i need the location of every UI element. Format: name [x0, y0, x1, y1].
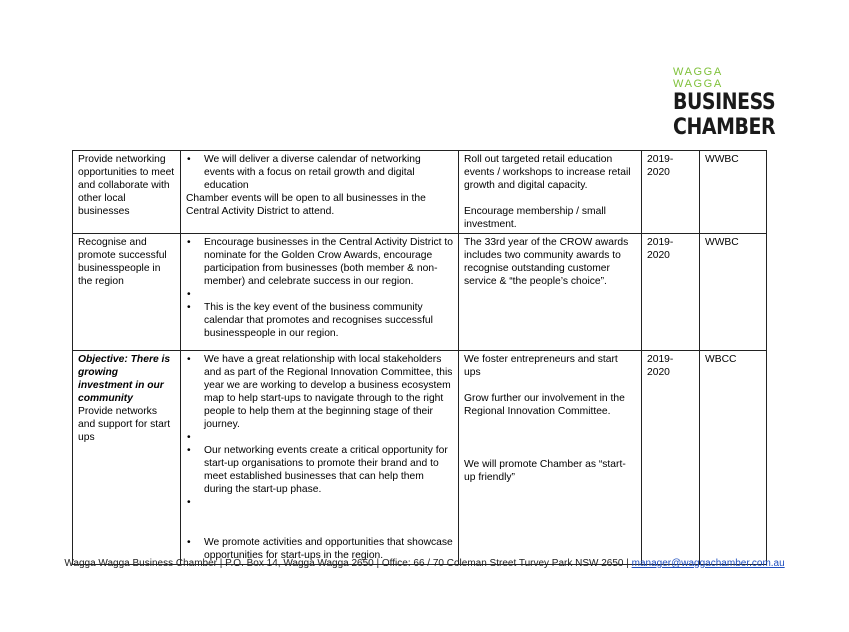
- action-plan-table: [72, 150, 767, 565]
- table-row: [73, 351, 767, 565]
- table-row: [73, 234, 767, 351]
- email-link[interactable]: manager@waggachamber.com.au: [631, 558, 785, 569]
- action-bullet: • We promote activities and opportunities that showcase opportunities for start-ups in the region.: [186, 536, 453, 562]
- action-bullet: • Encourage businesses in the Central Activity District to nominate for the Golden Crow Awards, encourage participation from businesses (both member & non-member) and celebrate success in our region.: [186, 236, 453, 288]
- logo-wagga-text: WAGGA WAGGA: [673, 66, 723, 90]
- owner-cell: WWBC: [700, 234, 767, 351]
- objective-heading: Objective: There is growing investment in our community: [78, 354, 171, 404]
- timeframe-cell: 2019-2020: [642, 234, 700, 351]
- action-text: Chamber events will be open to all businesses in the Central Activity District to attend.: [186, 193, 426, 217]
- actions-cell: [181, 151, 459, 234]
- page-footer: [0, 558, 849, 569]
- action-bullet: • We have a great relationship with local stakeholders and as part of the Regional Innovation Committee, this year we are working to develop a business ecosystem map to help start-ups to navigate through to the right people to help them at the beginning stage of their journey.: [186, 353, 453, 431]
- footer-address: Wagga Wagga Business Chamber | P.O. Box 14, Wagga Wagga 2650 | Office: 66 / 70 Coleman Street Turvey Park NSW 2650 |: [64, 558, 632, 569]
- owner-cell: WBCC: [700, 351, 767, 565]
- table-row: [73, 151, 767, 234]
- outcomes-cell: The 33rd year of the CROW awards includes two community awards to recognise outstanding customer service & “the people’s choice”.: [459, 234, 642, 351]
- action-bullet: • Our networking events create a critical opportunity for start-up organisations to promote their brand and to meet established businesses that can help them during the start-up phase.: [186, 444, 453, 496]
- objective-cell: Objective: There is growing investment in our community Provide networks and support for start ups: [73, 351, 181, 565]
- timeframe-cell: 2019-2020: [642, 151, 700, 234]
- logo-business-text: BUSINESS: [673, 90, 776, 115]
- objective-cell: Recognise and promote successful businesspeople in the region: [73, 234, 181, 351]
- chamber-logo: [673, 66, 776, 140]
- timeframe-cell: 2019-2020: [642, 351, 700, 565]
- outcomes-cell: Roll out targeted retail education events / workshops to increase retail growth and digital capacity. Encourage membership / small investment.: [459, 151, 642, 234]
- actions-cell: [181, 351, 459, 565]
- outcomes-cell: We foster entrepreneurs and start ups Grow further our involvement in the Regional Innovation Committee. We will promote Chamber as “start-up friendly”: [459, 351, 642, 565]
- objective-cell: Provide networking opportunities to meet and collaborate with other local businesses: [73, 151, 181, 234]
- action-bullet: • This is the key event of the business community calendar that promotes and recognises successful businesspeople in our region.: [186, 301, 453, 340]
- actions-cell: [181, 234, 459, 351]
- owner-cell: WWBC: [700, 151, 767, 234]
- logo-chamber-text: CHAMBER: [673, 115, 776, 140]
- action-bullet: • We will deliver a diverse calendar of networking events with a focus on retail growth and digital education: [186, 153, 453, 192]
